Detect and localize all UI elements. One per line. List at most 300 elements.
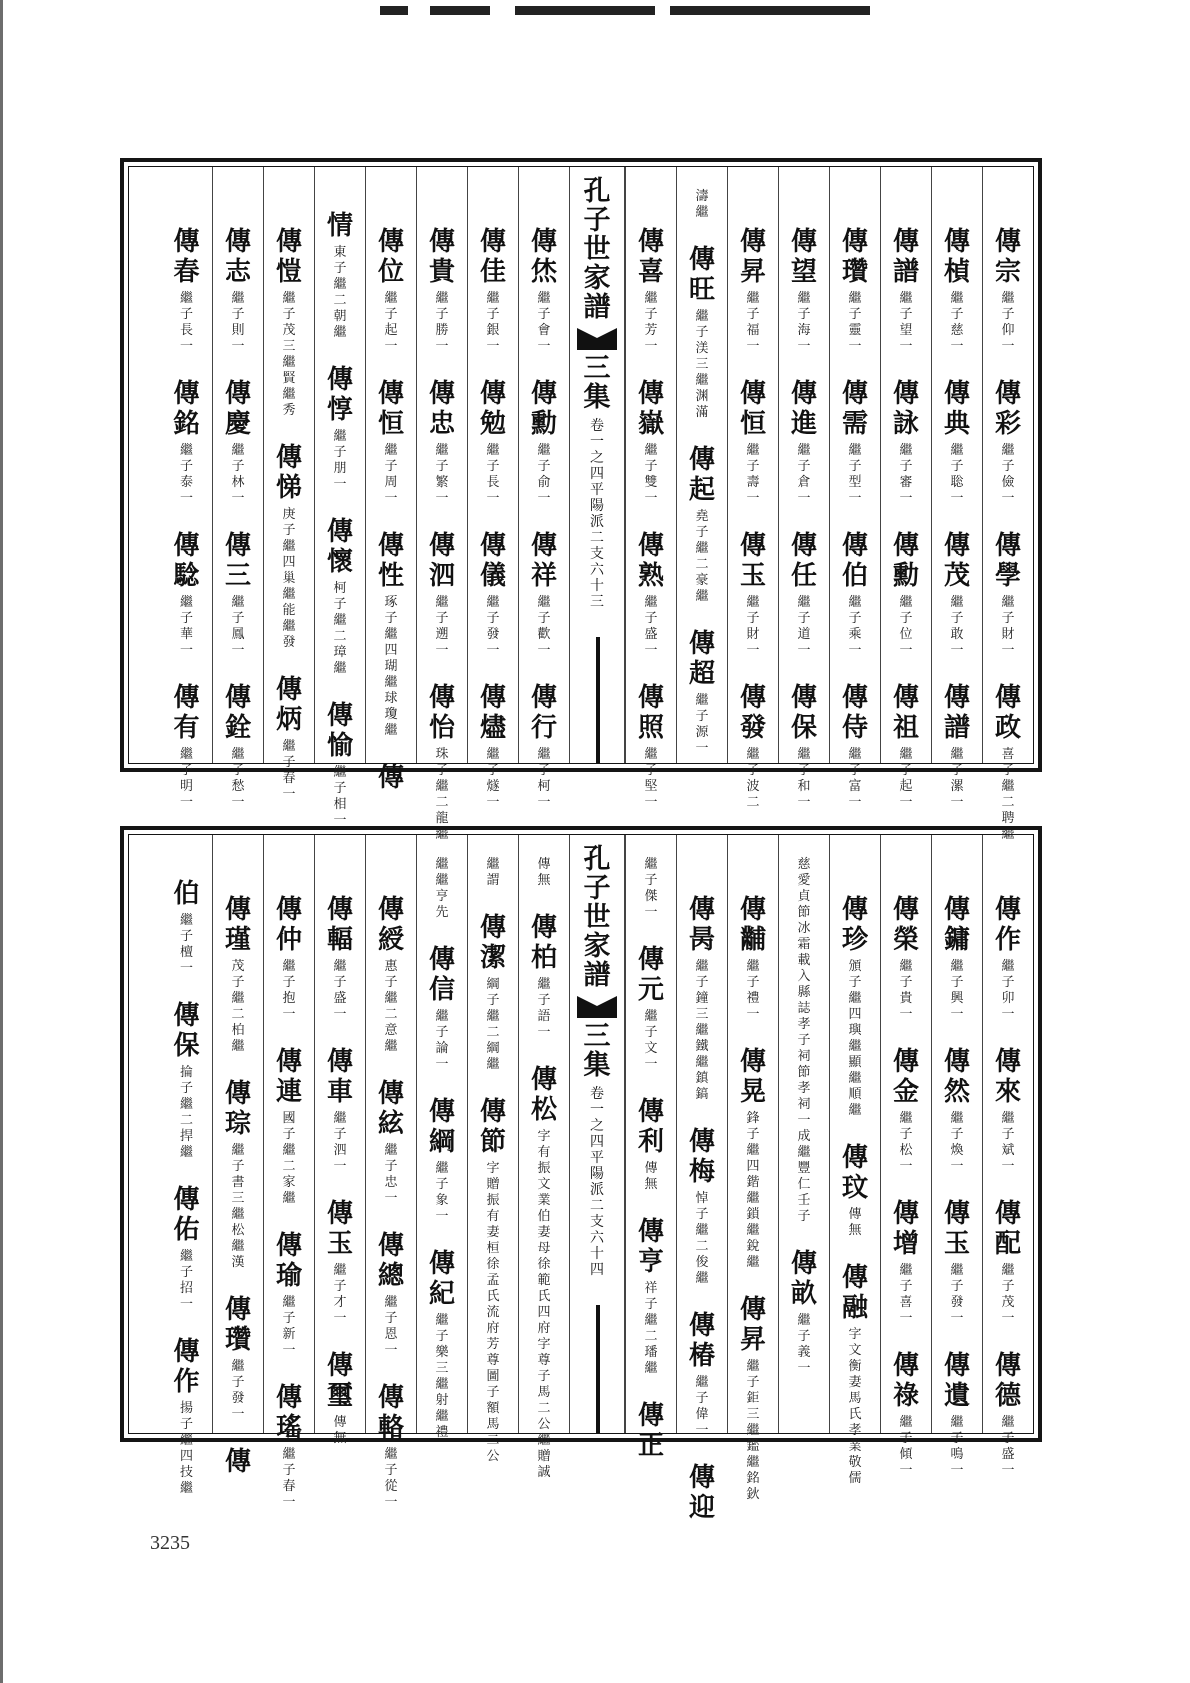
register-column [982, 167, 1033, 842]
person-name: 傳 燼 [479, 683, 506, 743]
heir-note: 繼 子 海 一 [797, 291, 811, 354]
register-column [161, 835, 212, 1496]
genealogy-entry [225, 227, 251, 355]
person-name: 傳 祿 [892, 1351, 919, 1411]
person-name: 傳 泗 [428, 531, 455, 591]
heir-note: 繼 子 忠 一 [384, 1143, 398, 1206]
person-name: 傳 春 [173, 227, 200, 287]
person-name: 傳 銓 [224, 683, 251, 743]
heir-note: 繼 子 堅 一 [644, 747, 658, 810]
heir-note: 繼 子 波 二 [746, 747, 760, 810]
genealogy-entry [740, 227, 766, 355]
heir-note: 鋒 子 繼 四 鍇 繼 鎖 繼 銳 繼 [746, 1111, 760, 1270]
person-name: 傳 熟 [637, 531, 664, 591]
genealogy-entry [893, 1199, 919, 1327]
genealogy-entry [893, 379, 919, 507]
heir-note: 悼 子 繼 二 俊 繼 [695, 1191, 709, 1286]
genealogy-entry [276, 1383, 302, 1511]
register-column [676, 167, 727, 763]
heir-note: 繼 子 鉅 三 繼 鑑 繼 銘 鈥 [746, 1359, 760, 1502]
series-title: 三 集 [583, 1021, 611, 1081]
genealogy-entry [378, 895, 404, 1055]
heir-note: 濤 繼 [695, 189, 709, 220]
heir-note: 繼 子 卯 一 [1001, 959, 1015, 1022]
person-name: 傳 晃 [739, 1047, 766, 1107]
person-name: 傳 保 [173, 1001, 200, 1061]
heir-note: 柯 子 繼 二 璋 繼 [333, 581, 347, 676]
person-name: 傳 怡 [428, 683, 455, 743]
genealogy-entry [842, 683, 868, 811]
person-name: 傳 喜 [637, 227, 664, 287]
genealogy-entry [486, 853, 499, 889]
heir-note: 繼 子 從 一 [384, 1447, 398, 1510]
genealogy-entry [173, 531, 199, 659]
genealogy-entry [695, 185, 708, 221]
heir-note: 繼 子 書 三 繼 松 繼 漢 [231, 1143, 245, 1270]
heir-note: 繼 子 盛 一 [1001, 1415, 1015, 1478]
genealogy-entry [842, 227, 868, 355]
genealogy-entry [797, 853, 810, 1225]
person-name: 傳 昇 [739, 1295, 766, 1355]
person-name: 傳 瓚 [841, 227, 868, 287]
heir-note: 堯 子 繼 二 豪 繼 [695, 509, 709, 604]
heir-note: 繼 子 財 一 [1001, 595, 1015, 658]
heir-note: 繼 子 則 一 [231, 291, 245, 354]
genealogy-entry [429, 227, 455, 355]
genealogy-entry [435, 853, 448, 921]
genealogy-entry [480, 913, 506, 1073]
genealogy-entry [531, 227, 557, 355]
heir-note: 繼 子 倉 一 [797, 443, 811, 506]
person-name: 傳 車 [326, 1047, 353, 1107]
genealogy-entry [842, 531, 868, 659]
register-column [625, 167, 676, 810]
heir-note: 字 文 衡 妻 馬 氏 孝 業 敬 儒 [848, 1327, 862, 1486]
person-name: 傳 懷 [326, 517, 353, 577]
person-name: 傳 昇 [739, 227, 766, 287]
heir-note: 繼 子 茂 一 [1001, 1263, 1015, 1326]
genealogy-entry [791, 683, 817, 811]
genealogy-entry [740, 683, 766, 811]
heir-note: 傳 無 [333, 1415, 347, 1446]
heir-note: 繼 子 仰 一 [1001, 291, 1015, 354]
genealogy-entry [638, 379, 664, 507]
register-column [931, 167, 982, 810]
heir-note: 繼 子 審 一 [899, 443, 913, 506]
genealogy-entry [480, 531, 506, 659]
person-name: 傳 金 [892, 1047, 919, 1107]
heir-note: 繼 子 貴 一 [899, 959, 913, 1022]
person-name: 傳 彩 [994, 379, 1021, 439]
heir-note: 繼 子 才 一 [333, 1263, 347, 1326]
lower-genealogy-page [120, 826, 1042, 1523]
scan-artifact [430, 6, 490, 15]
genealogy-entry [689, 1311, 715, 1439]
person-name: 傳 嶽 [637, 379, 664, 439]
person-name: 傳 [377, 763, 404, 793]
heir-note: 繼 子 松 一 [899, 1111, 913, 1174]
register-column [212, 167, 263, 810]
register-column [931, 835, 982, 1478]
genealogy-entry [378, 1079, 404, 1207]
genealogy-entry [173, 1185, 199, 1313]
person-name: 傳 迎 [688, 1463, 715, 1523]
genealogy-entry [689, 245, 715, 421]
heir-note: 繼 謂 [486, 857, 500, 888]
genealogy-entry [644, 853, 657, 921]
genealogy-entry [638, 1217, 664, 1377]
genealogy-entry [944, 379, 970, 507]
genealogy-entry [531, 379, 557, 507]
heir-note: 繼 子 位 一 [899, 595, 913, 658]
heir-note: 繼 子 長 一 [179, 291, 193, 354]
person-name: 傳 旺 [688, 245, 715, 305]
fishtail-ornament [577, 328, 617, 350]
heir-note: 繼 子 泗 一 [333, 1111, 347, 1174]
genealogy-entry [995, 531, 1021, 659]
genealogy-entry [480, 227, 506, 355]
genealogy-entry [225, 683, 251, 811]
register-column [365, 835, 416, 1510]
genealogy-entry [531, 683, 557, 811]
volume-info: 卷 一 之 四 平 陽 派 二 支 六 十 三 [590, 418, 604, 610]
genealogy-entry [638, 945, 664, 1073]
heir-note: 繼 子 茂 三 繼 賢 繼 秀 [282, 291, 296, 418]
genealogy-entry [995, 683, 1021, 843]
genealogy-entry [173, 683, 199, 811]
heir-note: 繼 子 雙 一 [644, 443, 658, 506]
book-title: 孔 子 世 家 譜 [583, 844, 611, 991]
register-column [982, 835, 1033, 1478]
register-column [467, 835, 518, 1464]
heir-note: 字 有 振 文 業 伯 妻 母 徐 範 氏 四 府 字 尊 子 馬 二 公 繼 贈 誠 [537, 1129, 551, 1480]
heir-note: 繼 子 型 一 [848, 443, 862, 506]
person-name: 傳 起 [688, 445, 715, 505]
heir-note: 繼 子 興 一 [950, 959, 964, 1022]
genealogy-entry [740, 531, 766, 659]
register-column [314, 167, 365, 828]
heir-note: 繼 子 語 一 [537, 977, 551, 1040]
genealogy-entry [378, 379, 404, 507]
person-name: 傳 惇 [326, 365, 353, 425]
genealogy-entry [944, 895, 970, 1023]
heir-note: 祥 子 繼 二 璠 繼 [644, 1281, 658, 1376]
person-name: 傳 炳 [275, 675, 302, 735]
person-name: 傳 元 [637, 945, 664, 1005]
heir-note: 繼 子 禮 一 [746, 959, 760, 1022]
person-name: 傳 忠 [428, 379, 455, 439]
genealogy-entry [225, 379, 251, 507]
genealogy-entry [893, 895, 919, 1023]
genealogy-entry [327, 1351, 353, 1447]
heir-note: 繼 子 新 一 [282, 1295, 296, 1358]
heir-note: 掄 子 繼 二 捍 繼 [179, 1065, 193, 1160]
genealogy-entry [638, 1401, 664, 1461]
person-name: 傳 作 [994, 895, 1021, 955]
genealogy-entry [944, 1047, 970, 1175]
heir-note: 珠 子 繼 二 龍 繼 [435, 747, 449, 842]
person-name: 傳 正 [637, 1401, 664, 1461]
heir-note: 揚 子 繼 四 技 繼 [179, 1401, 193, 1496]
person-name: 傳 佳 [479, 227, 506, 287]
genealogy-entry [378, 1231, 404, 1359]
genealogy-entry [378, 531, 404, 739]
genealogy-entry [173, 879, 199, 977]
fishtail-ornament [577, 996, 617, 1018]
genealogy-entry [327, 701, 353, 829]
person-name: 傳 愷 [275, 227, 302, 287]
person-name: 傳 進 [790, 379, 817, 439]
heir-note: 繼 子 起 一 [899, 747, 913, 810]
heir-note: 繼 子 慈 一 [950, 291, 964, 354]
genealogy-entry [276, 443, 302, 651]
heir-note: 繼 子 起 一 [384, 291, 398, 354]
person-name: 傳 輅 [377, 1383, 404, 1443]
heir-note: 繼 子 鳳 一 [231, 595, 245, 658]
heir-note: 繼 子 漯 一 [950, 747, 964, 810]
heir-note: 繼 子 勝 一 [435, 291, 449, 354]
genealogy-entry [995, 1351, 1021, 1479]
genealogy-entry [276, 675, 302, 803]
heir-note: 繼 子 聡 一 [950, 443, 964, 506]
scan-left-edge [0, 0, 3, 1683]
register-column [727, 835, 778, 1502]
heir-note: 繼 子 朋 一 [333, 429, 347, 492]
register-column [727, 167, 778, 810]
heir-note: 綱 子 繼 二 綱 繼 [486, 977, 500, 1072]
person-name: 傳 作 [173, 1337, 200, 1397]
genealogy-entry [689, 1463, 715, 1523]
person-name: 傳 利 [637, 1097, 664, 1157]
person-name: 傳 性 [377, 531, 404, 591]
person-name: 傳 柏 [530, 913, 557, 973]
genealogy-entry [276, 1047, 302, 1207]
genealogy-entry [531, 913, 557, 1041]
person-name: 傳 典 [943, 379, 970, 439]
heir-note: 繼 子 愁 一 [231, 747, 245, 810]
person-name: 傳 貴 [428, 227, 455, 287]
center-fold [569, 167, 625, 763]
genealogy-entry [995, 227, 1021, 355]
genealogy-entry [791, 1249, 817, 1377]
genealogy-entry [944, 227, 970, 355]
genealogy-entry [893, 683, 919, 811]
heir-note: 繼 子 財 一 [746, 595, 760, 658]
genealogy-entry [537, 853, 550, 889]
heir-note: 傳 無 [537, 857, 551, 888]
genealogy-entry [638, 531, 664, 659]
genealogy-entry [893, 1351, 919, 1479]
genealogy-entry [531, 531, 557, 659]
person-name: 傳 騐 [173, 531, 200, 591]
genealogy-entry [480, 379, 506, 507]
genealogy-entry [429, 531, 455, 659]
heir-note: 頒 子 繼 四 璵 繼 顯 繼 順 繼 [848, 959, 862, 1118]
heir-note: 繼 子 喜 一 [899, 1263, 913, 1326]
heir-note: 繼 子 敢 一 [950, 595, 964, 658]
person-name: 傳 恒 [377, 379, 404, 439]
person-name: 傳 有 [173, 683, 200, 743]
heir-note: 繼 子 煥 一 [950, 1111, 964, 1174]
register-column [829, 835, 880, 1486]
person-name: 傳 詠 [892, 379, 919, 439]
heir-note: 繼 繼 亨 先 [435, 857, 449, 920]
person-name: 傳 玉 [739, 531, 766, 591]
person-name: 傳 楨 [943, 227, 970, 287]
heir-note: 繼 子 盛 一 [644, 595, 658, 658]
genealogy-entry [225, 1447, 251, 1477]
heir-note: 繼 子 春 一 [282, 739, 296, 802]
genealogy-entry [327, 211, 353, 341]
person-name: 傳 超 [688, 629, 715, 689]
genealogy-entry [225, 1079, 251, 1271]
genealogy-entry [429, 945, 455, 1073]
person-name: 傳 增 [892, 1199, 919, 1259]
register-column [518, 167, 569, 810]
person-name: 傳 照 [637, 683, 664, 743]
genealogy-entry [276, 227, 302, 419]
person-name: 傳 茂 [943, 531, 970, 591]
genealogy-entry [378, 763, 404, 793]
heir-note: 繼 子 論 一 [435, 1009, 449, 1072]
person-name: 傳 祥 [530, 531, 557, 591]
genealogy-entry [327, 1047, 353, 1175]
person-name: 情 [326, 211, 353, 241]
heir-note: 繼 子 樂 三 繼 射 繼 禮 [435, 1313, 449, 1440]
person-name: 傳 鏞 [943, 895, 970, 955]
heir-note: 國 子 繼 二 家 繼 [282, 1111, 296, 1206]
heir-note: 繼 子 壽 一 [746, 443, 760, 506]
heir-note: 繼 子 銀 一 [486, 291, 500, 354]
genealogy-entry [276, 1231, 302, 1359]
scan-artifact [515, 6, 655, 15]
person-name: 傳 連 [275, 1047, 302, 1107]
person-name: 傳 三 [224, 531, 251, 591]
person-name: 傳 愉 [326, 701, 353, 761]
person-name: 傳 遺 [943, 1351, 970, 1411]
person-name: 傳 譜 [943, 683, 970, 743]
person-name: 傳 潔 [479, 913, 506, 973]
genealogy-entry [740, 1295, 766, 1503]
register-column [365, 167, 416, 793]
heir-note: 繼 子 林 一 [231, 443, 245, 506]
person-name: 傳 伯 [841, 531, 868, 591]
heir-note: 繼 子 恩 一 [384, 1295, 398, 1358]
center-rule [596, 637, 600, 763]
heir-note: 繼 子 繁 一 [435, 443, 449, 506]
register-column [416, 835, 467, 1440]
person-name: 傳 祖 [892, 683, 919, 743]
genealogy-entry [225, 1295, 251, 1423]
genealogy-entry [429, 1097, 455, 1225]
person-name: 傳 勉 [479, 379, 506, 439]
person-name: 傳 仲 [275, 895, 302, 955]
person-name: 傳 瑤 [275, 1383, 302, 1443]
person-name: 傳 政 [994, 683, 1021, 743]
genealogy-entry [995, 1199, 1021, 1327]
person-name: 傳 亨 [637, 1217, 664, 1277]
genealogy-entry [327, 1199, 353, 1327]
genealogy-entry [791, 379, 817, 507]
heir-note: 惠 子 繼 二 意 繼 [384, 959, 398, 1054]
person-name: 傳 志 [224, 227, 251, 287]
heir-note: 繼 子 發 一 [486, 595, 500, 658]
series-title: 三 集 [583, 353, 611, 413]
person-name: 傳 松 [530, 1065, 557, 1125]
heir-note: 繼 子 遡 一 [435, 595, 449, 658]
heir-note: 繼 子 斌 一 [1001, 1111, 1015, 1174]
heir-note: 繼 子 渼 三 繼 渊 滿 [695, 309, 709, 420]
genealogy-entry [173, 1337, 199, 1497]
genealogy-entry [225, 895, 251, 1055]
person-name: 傳 節 [479, 1097, 506, 1157]
heir-note: 繼 子 和 一 [797, 747, 811, 810]
heir-note: 繼 子 望 一 [899, 291, 913, 354]
person-name: 傳 望 [790, 227, 817, 287]
heir-note: 琢 子 繼 四 瑚 繼 球 瓊 繼 [384, 595, 398, 738]
genealogy-entry [689, 629, 715, 757]
person-name: 傳 勳 [892, 531, 919, 591]
person-name: 傳 綱 [428, 1097, 455, 1157]
person-name: 傳 配 [994, 1199, 1021, 1259]
person-name: 傳 瑾 [224, 895, 251, 955]
genealogy-entry [429, 1249, 455, 1441]
person-name: 傳 慶 [224, 379, 251, 439]
heir-note: 繼 子 盛 一 [333, 959, 347, 1022]
heir-note: 東 子 繼 二 朝 繼 [333, 245, 347, 340]
register-column [778, 167, 829, 810]
heir-note: 繼 子 富 一 [848, 747, 862, 810]
genealogy-entry [944, 683, 970, 811]
person-name: 傳 璽 [326, 1351, 353, 1411]
genealogy-entry [842, 895, 868, 1119]
heir-note: 繼 子 靈 一 [848, 291, 862, 354]
genealogy-entry [740, 1047, 766, 1271]
person-name: 伯 [173, 879, 200, 909]
person-name: 傳 發 [739, 683, 766, 743]
heir-note: 繼 子 傾 一 [899, 1415, 913, 1478]
register-column [880, 167, 931, 810]
heir-note: 繼 子 傑 一 [644, 857, 658, 920]
heir-note: 繼 子 鐘 三 繼 鐵 繼 鎮 鎬 [695, 959, 709, 1102]
person-name: 傳 侍 [841, 683, 868, 743]
heir-note: 字 贈 振 有 妻 桓 徐 孟 氏 流 府 芳 尊 圖 子 額 馬 二 公 [486, 1161, 500, 1464]
person-name: 傳 宗 [994, 227, 1021, 287]
person-name: 傳 融 [841, 1263, 868, 1323]
genealogy-entry [276, 895, 302, 1023]
book-title: 孔 子 世 家 譜 [583, 176, 611, 323]
heir-note: 繼 子 春 一 [282, 1447, 296, 1510]
person-name: 傳 銘 [173, 379, 200, 439]
genealogy-entry [842, 1143, 868, 1239]
heir-note: 慈 愛 貞 節 冰 霜 載 入 縣 誌 孝 子 祠 節 孝 祠 一 成 繼 豐 仁 壬 子 [797, 857, 811, 1224]
genealogy-entry [893, 227, 919, 355]
person-name: 傳 儀 [479, 531, 506, 591]
register-column [416, 167, 467, 842]
register-column [161, 167, 212, 810]
heir-note: 繼 子 華 一 [179, 595, 193, 658]
register-column [467, 167, 518, 810]
person-name: 傳 勳 [530, 379, 557, 439]
person-name: 傳 琮 [224, 1079, 251, 1139]
heir-note: 繼 子 發 一 [950, 1263, 964, 1326]
heir-note: 繼 子 芳 一 [644, 291, 658, 354]
heir-note: 繼 子 象 一 [435, 1161, 449, 1224]
person-name: 傳 珍 [841, 895, 868, 955]
person-name: 傳 保 [790, 683, 817, 743]
heir-note: 繼 子 周 一 [384, 443, 398, 506]
genealogy-entry [689, 445, 715, 605]
